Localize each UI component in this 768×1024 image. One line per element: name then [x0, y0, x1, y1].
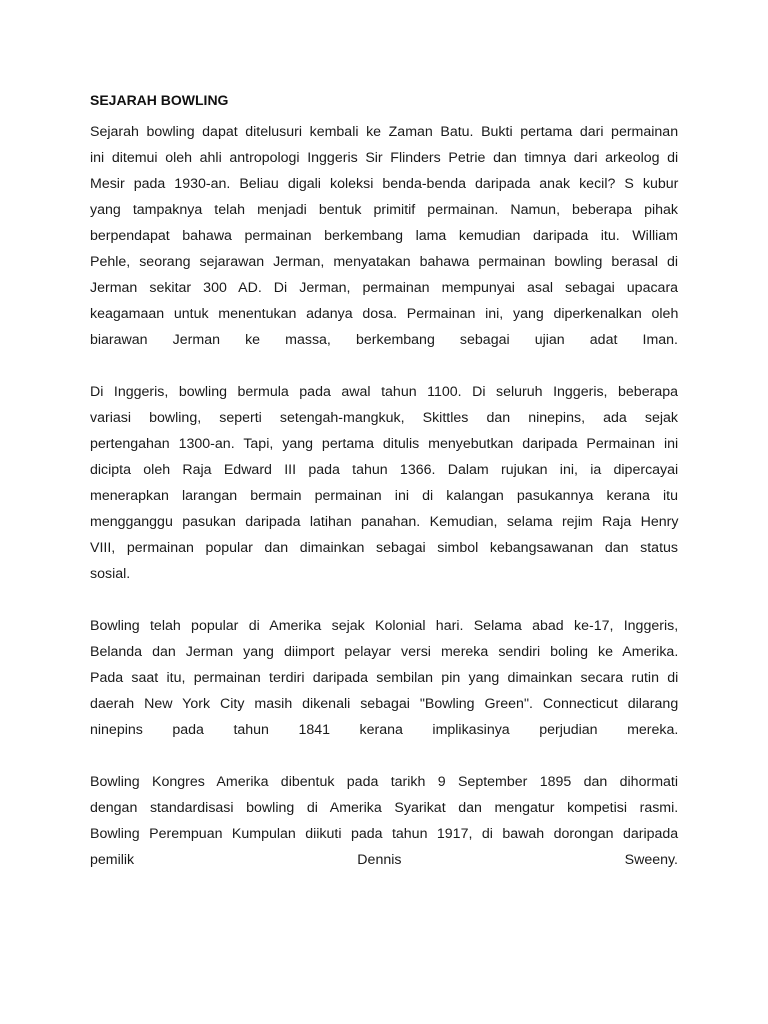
paragraph-line: VIII, permainan popular dan dimainkan sebagai simbol kebangsawanan dan status	[90, 540, 678, 556]
paragraph-4	[90, 769, 678, 873]
paragraph-line: Sejarah bowling dapat ditelusuri kembali ke Zaman Batu. Bukti pertama dari permainan	[90, 124, 679, 140]
paragraph-line: menerapkan larangan bermain permainan ini di kalangan pasukannya kerana itu	[90, 488, 678, 504]
paragraph-line: ini ditemui oleh ahli antropologi Inggeris Sir Flinders Petrie dan timnya dari arkeolog di	[90, 150, 679, 166]
paragraph-line: Pehle, seorang sejarawan Jerman, menyatakan bahawa permainan bowling berasal di	[90, 254, 678, 270]
paragraph-line: pemilik Dennis Sweeny.	[90, 852, 678, 868]
paragraph-line: Bowling telah popular di Amerika sejak Kolonial hari. Selama abad ke-17, Inggeris,	[90, 618, 679, 634]
paragraph-line: dicipta oleh Raja Edward III pada tahun 1366. Dalam rujukan ini, ia dipercayai	[90, 462, 679, 478]
paragraph-line: pertengahan 1300-an. Tapi, yang pertama ditulis menyebutkan daripada Permainan ini	[90, 436, 679, 452]
paragraph-line: sosial.	[90, 566, 131, 582]
paragraph-line: biarawan Jerman ke massa, berkembang sebagai ujian adat Iman.	[90, 332, 678, 348]
paragraph-line: Belanda dan Jerman yang diimport pelayar versi mereka sendiri boling ke Amerika.	[90, 644, 679, 660]
paragraph-line: daerah New York City masih dikenali sebagai "Bowling Green". Connecticut dilarang	[90, 696, 679, 712]
paragraph-1	[90, 119, 678, 353]
paragraph-2	[90, 379, 678, 587]
paragraph-line: keagamaan untuk menentukan adanya dosa. Permainan ini, yang diperkenalkan oleh	[90, 306, 679, 322]
paragraph-line: variasi bowling, seperti setengah-mangkuk, Skittles dan ninepins, ada sejak	[90, 410, 678, 426]
document-title: SEJARAH BOWLING	[90, 92, 229, 108]
paragraph-line: Di Inggeris, bowling bermula pada awal tahun 1100. Di seluruh Inggeris, beberapa	[90, 384, 678, 400]
paragraph-line: Bowling Perempuan Kumpulan diikuti pada tahun 1917, di bawah dorongan daripada	[90, 826, 679, 842]
paragraph-line: Mesir pada 1930-an. Beliau digali koleksi benda-benda daripada anak kecil? S kubur	[90, 176, 679, 192]
paragraph-line: ninepins pada tahun 1841 kerana implikasinya perjudian mereka.	[90, 722, 679, 738]
paragraph-3	[90, 613, 678, 743]
paragraph-line: Bowling Kongres Amerika dibentuk pada tarikh 9 September 1895 dan dihormati	[90, 774, 678, 790]
paragraph-line: yang tampaknya telah menjadi bentuk primitif permainan. Namun, beberapa pihak	[90, 202, 678, 218]
paragraph-line: Pada saat itu, permainan terdiri daripada sembilan pin yang dimainkan secara rutin di	[90, 670, 679, 686]
document-page	[90, 90, 678, 899]
paragraph-line: dengan standardisasi bowling di Amerika Syarikat dan mengatur kompetisi rasmi.	[90, 800, 679, 816]
paragraph-line: Jerman sekitar 300 AD. Di Jerman, permainan mempunyai asal sebagai upacara	[90, 280, 679, 296]
paragraph-line: mengganggu pasukan daripada latihan panahan. Kemudian, selama rejim Raja Henry	[90, 514, 679, 530]
paragraph-line: berpendapat bahawa permainan berkembang lama kemudian daripada itu. William	[90, 228, 678, 244]
